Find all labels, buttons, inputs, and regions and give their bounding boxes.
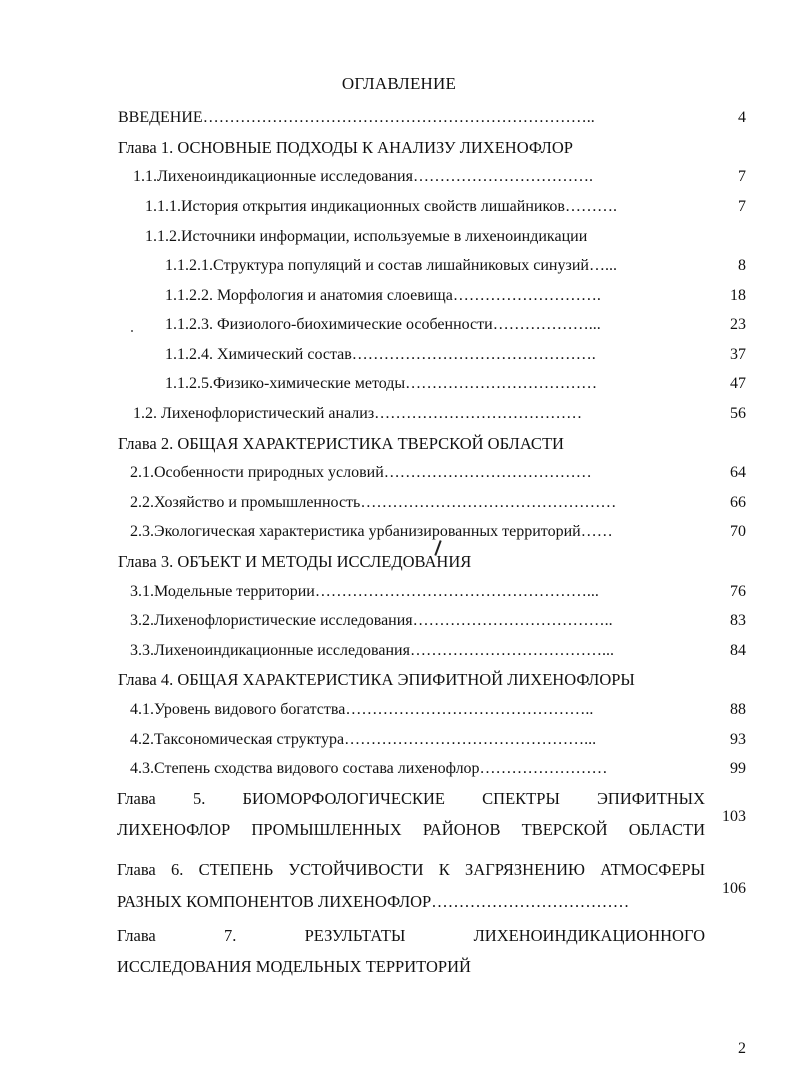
toc-entry [0,256,798,285]
toc-entry-page: 37 [730,346,746,363]
toc-entry-text: 1.1.2.Источники информации, используемые в лихеноиндикации [145,228,588,245]
toc-entry-text: 1.1.2.1.Структура популяций и состав лишайниковых синузий…... [165,257,617,274]
toc-chapter-text: Глава 1. ОСНОВНЫЕ ПОДХОДЫ К АНАЛИЗУ ЛИХЕНОФЛОР [118,138,573,157]
toc-chapter-6-line-1: Глава 6. СТЕПЕНЬ УСТОЙЧИВОСТИ К ЗАГРЯЗНЕНИЮ АТМОСФЕРЫ [117,860,705,879]
toc-entry-text: 1.1.2.5.Физико-химические методы……………………………… [165,375,598,392]
scan-speck [131,330,133,332]
toc-entry [0,286,798,315]
toc-entry [0,493,798,522]
toc-entry-page: 83 [730,612,746,629]
toc-entry [0,700,798,729]
toc-entry-text: 4.3.Степень сходства видового состава лихенофлор…………………… [130,760,608,777]
toc-chapter-text: Глава 4. ОБЩАЯ ХАРАКТЕРИСТИКА ЭПИФИТНОЙ ЛИХЕНОФЛОРЫ [118,670,635,689]
toc-chapter-text: Глава 3. ОБЪЕКТ И МЕТОДЫ ИССЛЕДОВАНИЯ [118,552,472,571]
toc-entry-text: 1.1.2.2. Морфология и анатомия слоевища………………………. [165,287,601,304]
toc-entry-text: 2.3.Экологическая характеристика урбанизированных территорий…… [130,523,613,540]
toc-entry-text: 4.2.Таксономическая структура………………………………………... [130,731,597,748]
toc-entry-page: 7 [738,198,746,215]
toc-chapter-5-line-2: ЛИХЕНОФЛОР ПРОМЫШЛЕННЫХ РАЙОНОВ ТВЕРСКОЙ ОБЛАСТИ [117,820,705,839]
toc-chapter-6-line-2: РАЗНЫХ КОМПОНЕНТОВ ЛИХЕНОФЛОР……………………………… [117,892,630,911]
toc-chapter-7-line-2: ИССЛЕДОВАНИЯ МОДЕЛЬНЫХ ТЕРРИТОРИЙ [117,957,471,976]
toc-entry-page: 64 [730,464,746,481]
toc-entry-page: 4 [738,109,746,126]
toc-entry-text: 1.2. Лихенофлористический анализ………………………………… [133,405,583,422]
toc-entry [0,227,798,256]
toc-entry [0,582,798,611]
toc-entry-page: 18 [730,287,746,304]
toc-chapter-7-line-1: Глава 7. РЕЗУЛЬТАТЫ ЛИХЕНОИНДИКАЦИОННОГО [117,926,705,945]
toc-entry [0,167,798,196]
toc-chapter [0,434,798,463]
toc-chapter-text: Глава 2. ОБЩАЯ ХАРАКТЕРИСТИКА ТВЕРСКОЙ ОБЛАСТИ [118,434,564,453]
toc-entry [0,522,798,551]
toc-entry [0,611,798,640]
toc-entry [0,315,798,344]
toc-entry-text: 1.1.2.4. Химический состав………………………………………. [165,346,596,363]
toc-entry-text: ВВЕДЕНИЕ……………………………………………………………….. [118,109,595,126]
toc-entry-page: 7 [738,168,746,185]
toc-entry-page: 70 [730,523,746,540]
toc-entry-text: 2.2.Хозяйство и промышленность………………………………………… [130,494,617,511]
toc-entry-page: 56 [730,405,746,422]
toc-entry-page: 47 [730,375,746,392]
toc-chapter [0,552,798,581]
toc-entry [0,463,798,492]
toc-entry [0,404,798,433]
toc-entry [0,197,798,226]
toc-entry [0,730,798,759]
toc-entry-page: 76 [730,583,746,600]
toc-chapter-6-page: 106 [722,880,746,897]
toc-entry-page: 23 [730,316,746,333]
toc-entry-text: 3.3.Лихеноиндикационные исследования………………………………... [130,642,614,659]
toc-entry [0,759,798,788]
toc-entry [0,641,798,670]
toc-chapter-5-page: 103 [722,808,746,825]
toc-entry [0,374,798,403]
toc-entry-text: 1.1.1.История открытия индикационных свойств лишайников………. [145,198,617,215]
toc-chapter-5-line-1: Глава 5. БИОМОРФОЛОГИЧЕСКИЕ СПЕКТРЫ ЭПИФИТНЫХ [117,789,705,808]
toc-entry-page: 93 [730,731,746,748]
toc-chapter [0,138,798,167]
toc-entry-page: 99 [730,760,746,777]
toc-entry-text: 2.1.Особенности природных условий………………………………… [130,464,592,481]
toc-entry-page: 8 [738,257,746,274]
toc-entry-text: 3.2.Лихенофлористические исследования……………………………….. [130,612,613,629]
page-number: 2 [738,1040,746,1057]
toc-entry-text: 1.1.Лихеноиндикационные исследования……………………………. [133,168,593,185]
toc-entry [0,108,798,137]
toc-entry [0,345,798,374]
page-title: ОГЛАВЛЕНИЕ [341,74,457,93]
toc-entry-page: 88 [730,701,746,718]
toc-entry-page: 66 [730,494,746,511]
toc-entry-text: 4.1.Уровень видового богатства……………………………………….. [130,701,594,718]
toc-entry-page: 84 [730,642,746,659]
toc-entry-text: 1.1.2.3. Физиолого-биохимические особенности………………... [165,316,601,333]
toc-entry-text: 3.1.Модельные территории……………………………………………... [130,583,599,600]
toc-chapter [0,670,798,699]
